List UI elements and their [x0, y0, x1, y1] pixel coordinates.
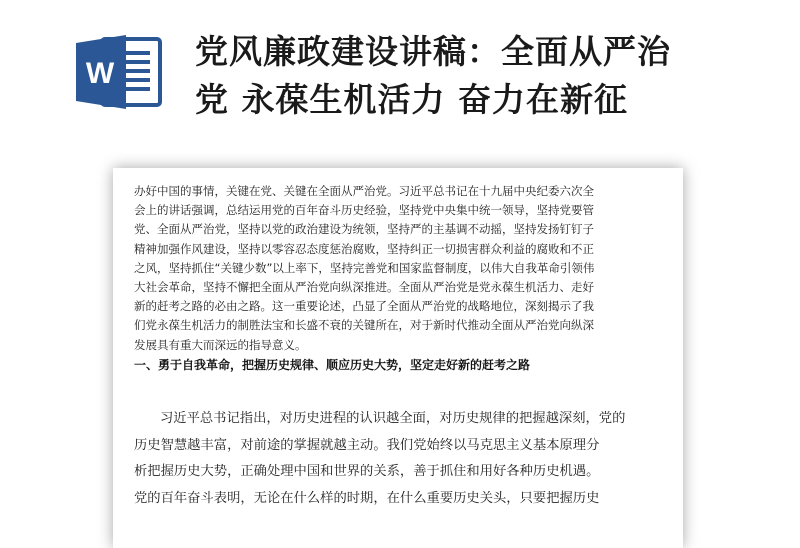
text-line: 历史智慧越丰富，对前途的掌握就越主动。我们党始终以马克思主义基本原理分 — [134, 437, 600, 453]
text-line: 精神加强作风建设，坚持以零容忍态度惩治腐败，坚持纠正一切损害群众利益的腐败和不正 — [134, 241, 594, 256]
intro-paragraph — [134, 182, 668, 355]
body-paragraph — [134, 406, 668, 512]
word-icon — [76, 33, 164, 111]
title-line: 党风廉政建设讲稿：全面从严治 — [195, 32, 671, 71]
svg-text:W: W — [85, 57, 115, 90]
text-line: 党、全面从严治党，坚持以党的政治建设为统领，坚持严的主基调不动摇，坚持发扬钉钉子 — [134, 222, 594, 237]
text-line: 习近平总书记指出，对历史进程的认识越全面，对历史规律的把握越深刻，党的 — [160, 411, 626, 426]
title-line: 党 永葆生机活力 奋力在新征 — [195, 80, 628, 119]
header — [0, 0, 800, 165]
text-line: 会上的讲话强调，总结运用党的百年奋斗历史经验，坚持党中央集中统一领导，坚持党要管 — [134, 203, 594, 218]
document-page — [113, 168, 683, 548]
text-line: 大社会革命，坚持不懈把全面从严治党向纵深推进。全面从严治党是党永葆生机活力、走好 — [134, 280, 594, 295]
text-line: 之风，坚持抓住“关键少数”以上率下，坚持完善党和国家监督制度，以伟大自我革命引领伟 — [134, 260, 595, 275]
text-line: 新的赶考之路的必由之路。这一重要论述，凸显了全面从严治党的战略地位，深刻揭示了我 — [134, 299, 594, 314]
text-line: 析把握历史大势，正确处理中国和世界的关系，善于抓住和用好各种历史机遇。 — [134, 464, 600, 479]
text-line: 们党永葆生机活力的制胜法宝和长盛不衰的关键所在，对于新时代推动全面从严治党向纵深 — [134, 318, 594, 333]
page-title — [195, 28, 785, 124]
text-line: 办好中国的事情，关键在党、关键在全面从严治党。习近平总书记在十九届中央纪委六次全 — [134, 184, 594, 198]
text-line: 发展具有重大而深远的指导意义。 — [134, 337, 307, 352]
text-line: 党的百年奋斗表明，无论在什么样的时期，在什么重要历史关头，只要把握历史 — [134, 490, 600, 506]
section-heading: 一、勇于自我革命，把握历史规律、顺应历史大势，坚定走好新的赶考之路 — [134, 358, 531, 372]
